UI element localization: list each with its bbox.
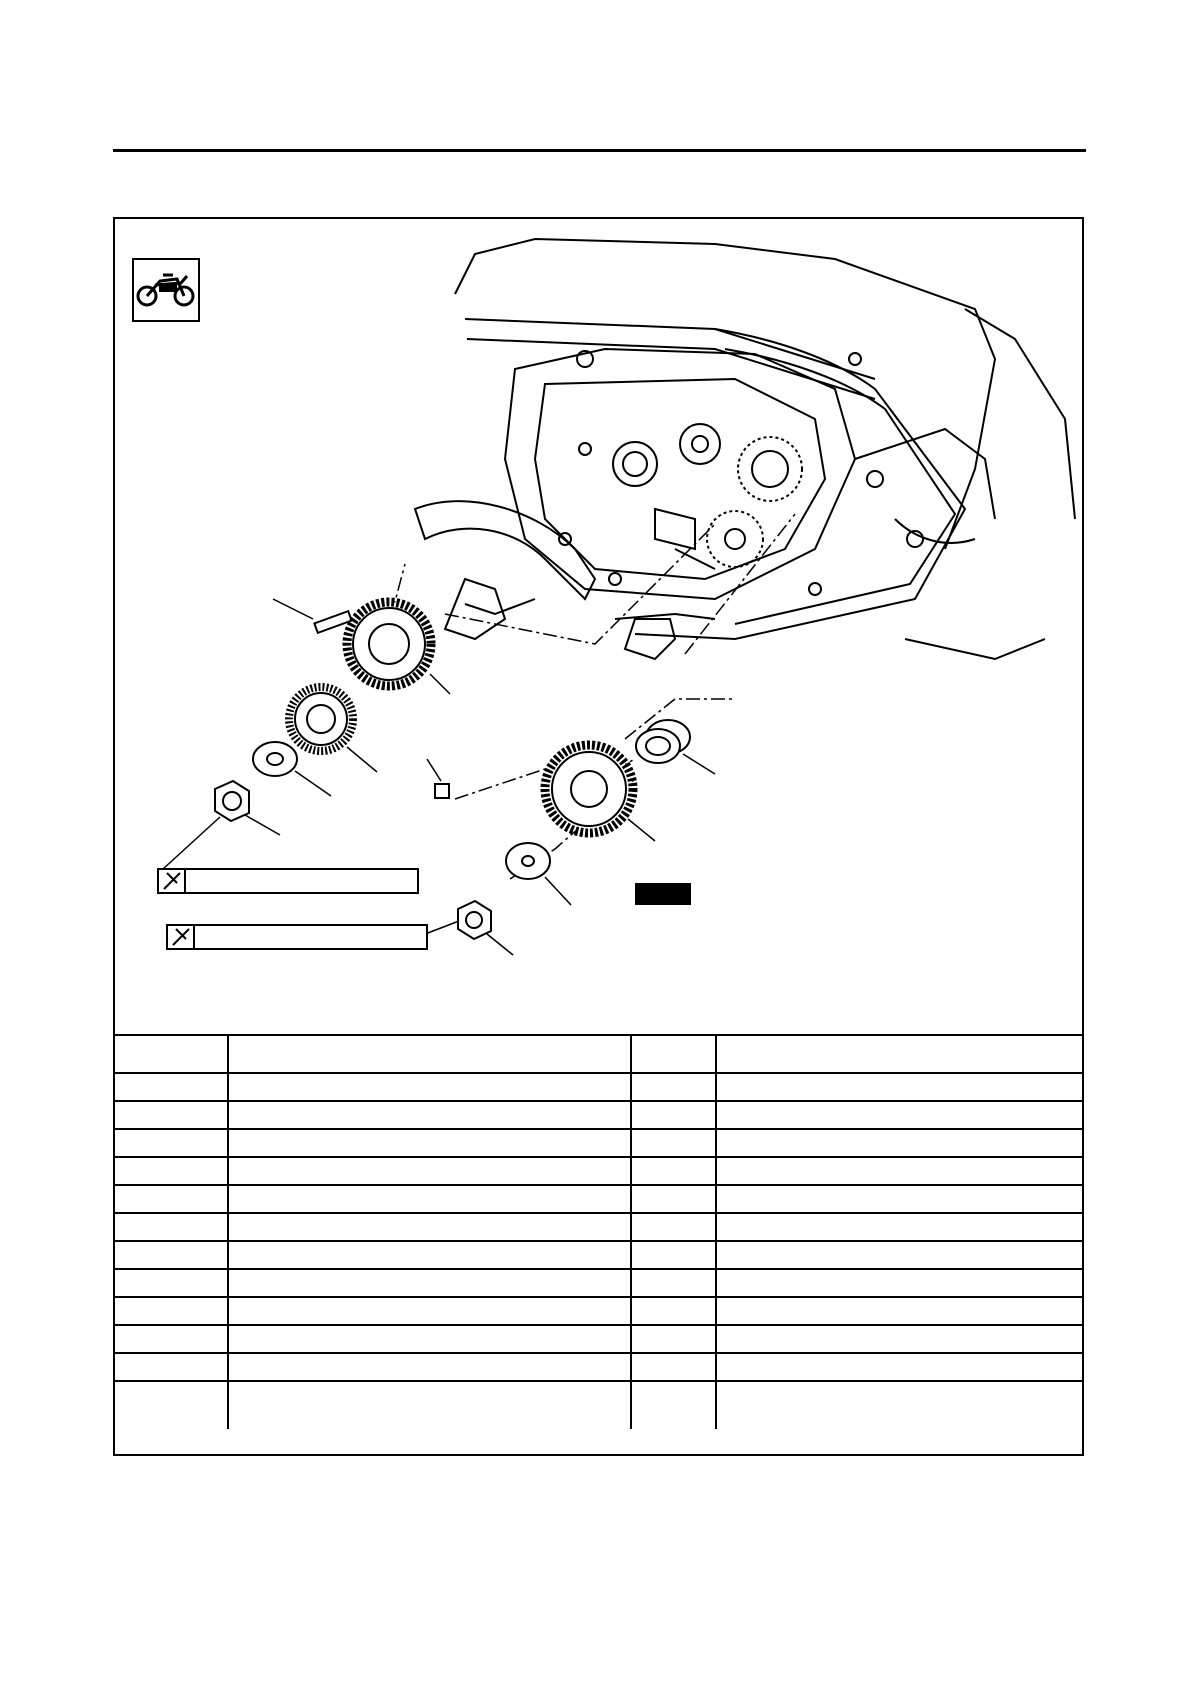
table-cell <box>115 1101 228 1129</box>
table-cell <box>115 1185 228 1213</box>
table-cell <box>631 1185 716 1213</box>
table-cell <box>115 1213 228 1241</box>
exploded-diagram <box>115 219 1082 1034</box>
page-frame <box>113 217 1084 1456</box>
table-row <box>115 1381 1082 1429</box>
table-cell <box>631 1157 716 1185</box>
table-cell <box>228 1353 631 1381</box>
torque-callout-1 <box>158 869 418 893</box>
table-cell <box>631 1241 716 1269</box>
table-cell <box>716 1101 1082 1129</box>
lower-driven-gear <box>545 745 655 841</box>
table-cell <box>115 1325 228 1353</box>
table-cell <box>115 1129 228 1157</box>
table-cell <box>228 1241 631 1269</box>
table-row <box>115 1101 1082 1129</box>
top-rule <box>113 149 1086 152</box>
table-cell <box>631 1381 716 1429</box>
table-cell <box>115 1353 228 1381</box>
nut-left <box>163 781 280 869</box>
table-cell <box>228 1297 631 1325</box>
table-row <box>115 1241 1082 1269</box>
motorcycle-icon <box>133 259 199 321</box>
table-row <box>115 1297 1082 1325</box>
table-cell <box>228 1157 631 1185</box>
table-cell <box>228 1325 631 1353</box>
table-cell <box>631 1353 716 1381</box>
table-cell <box>631 1213 716 1241</box>
table-cell <box>631 1035 716 1073</box>
woodruff-key <box>427 759 449 798</box>
table-cell <box>228 1381 631 1429</box>
table-cell <box>631 1297 716 1325</box>
table-cell <box>228 1073 631 1101</box>
table-cell <box>716 1213 1082 1241</box>
helical-gear <box>289 687 377 772</box>
table-cell <box>115 1157 228 1185</box>
table-cell <box>228 1213 631 1241</box>
table-row <box>115 1157 1082 1185</box>
table-cell <box>716 1035 1082 1073</box>
table-cell <box>716 1381 1082 1429</box>
table-cell <box>631 1101 716 1129</box>
table-cell <box>631 1269 716 1297</box>
table-row <box>115 1325 1082 1353</box>
new-part-badge <box>635 883 691 905</box>
upper-drive-gear <box>347 602 450 694</box>
engine-illustration <box>415 239 1075 659</box>
table-cell <box>631 1073 716 1101</box>
table-cell <box>716 1269 1082 1297</box>
table-row <box>115 1213 1082 1241</box>
table-row <box>115 1129 1082 1157</box>
table-cell <box>716 1297 1082 1325</box>
table-cell <box>115 1269 228 1297</box>
table-cell <box>115 1381 228 1429</box>
table-cell <box>115 1297 228 1325</box>
table-cell <box>228 1035 631 1073</box>
table-cell <box>716 1241 1082 1269</box>
table-cell <box>716 1157 1082 1185</box>
table-row <box>115 1269 1082 1297</box>
lock-washer <box>506 843 571 905</box>
table-cell <box>716 1129 1082 1157</box>
table-cell <box>228 1129 631 1157</box>
table-cell <box>228 1101 631 1129</box>
dowel-pin <box>273 599 352 633</box>
table-row <box>115 1073 1082 1101</box>
table-cell <box>631 1129 716 1157</box>
table-cell <box>716 1353 1082 1381</box>
parts-table <box>115 1034 1082 1429</box>
table-cell <box>631 1325 716 1353</box>
table-cell <box>716 1185 1082 1213</box>
table-row <box>115 1353 1082 1381</box>
table-cell <box>228 1185 631 1213</box>
table-cell <box>716 1073 1082 1101</box>
collar <box>636 720 715 774</box>
table-cell <box>228 1269 631 1297</box>
table-cell <box>115 1035 228 1073</box>
torque-callout-2 <box>167 925 427 949</box>
table-cell <box>716 1325 1082 1353</box>
table-cell <box>115 1073 228 1101</box>
table-row <box>115 1185 1082 1213</box>
table-row <box>115 1035 1082 1073</box>
table-cell <box>115 1241 228 1269</box>
